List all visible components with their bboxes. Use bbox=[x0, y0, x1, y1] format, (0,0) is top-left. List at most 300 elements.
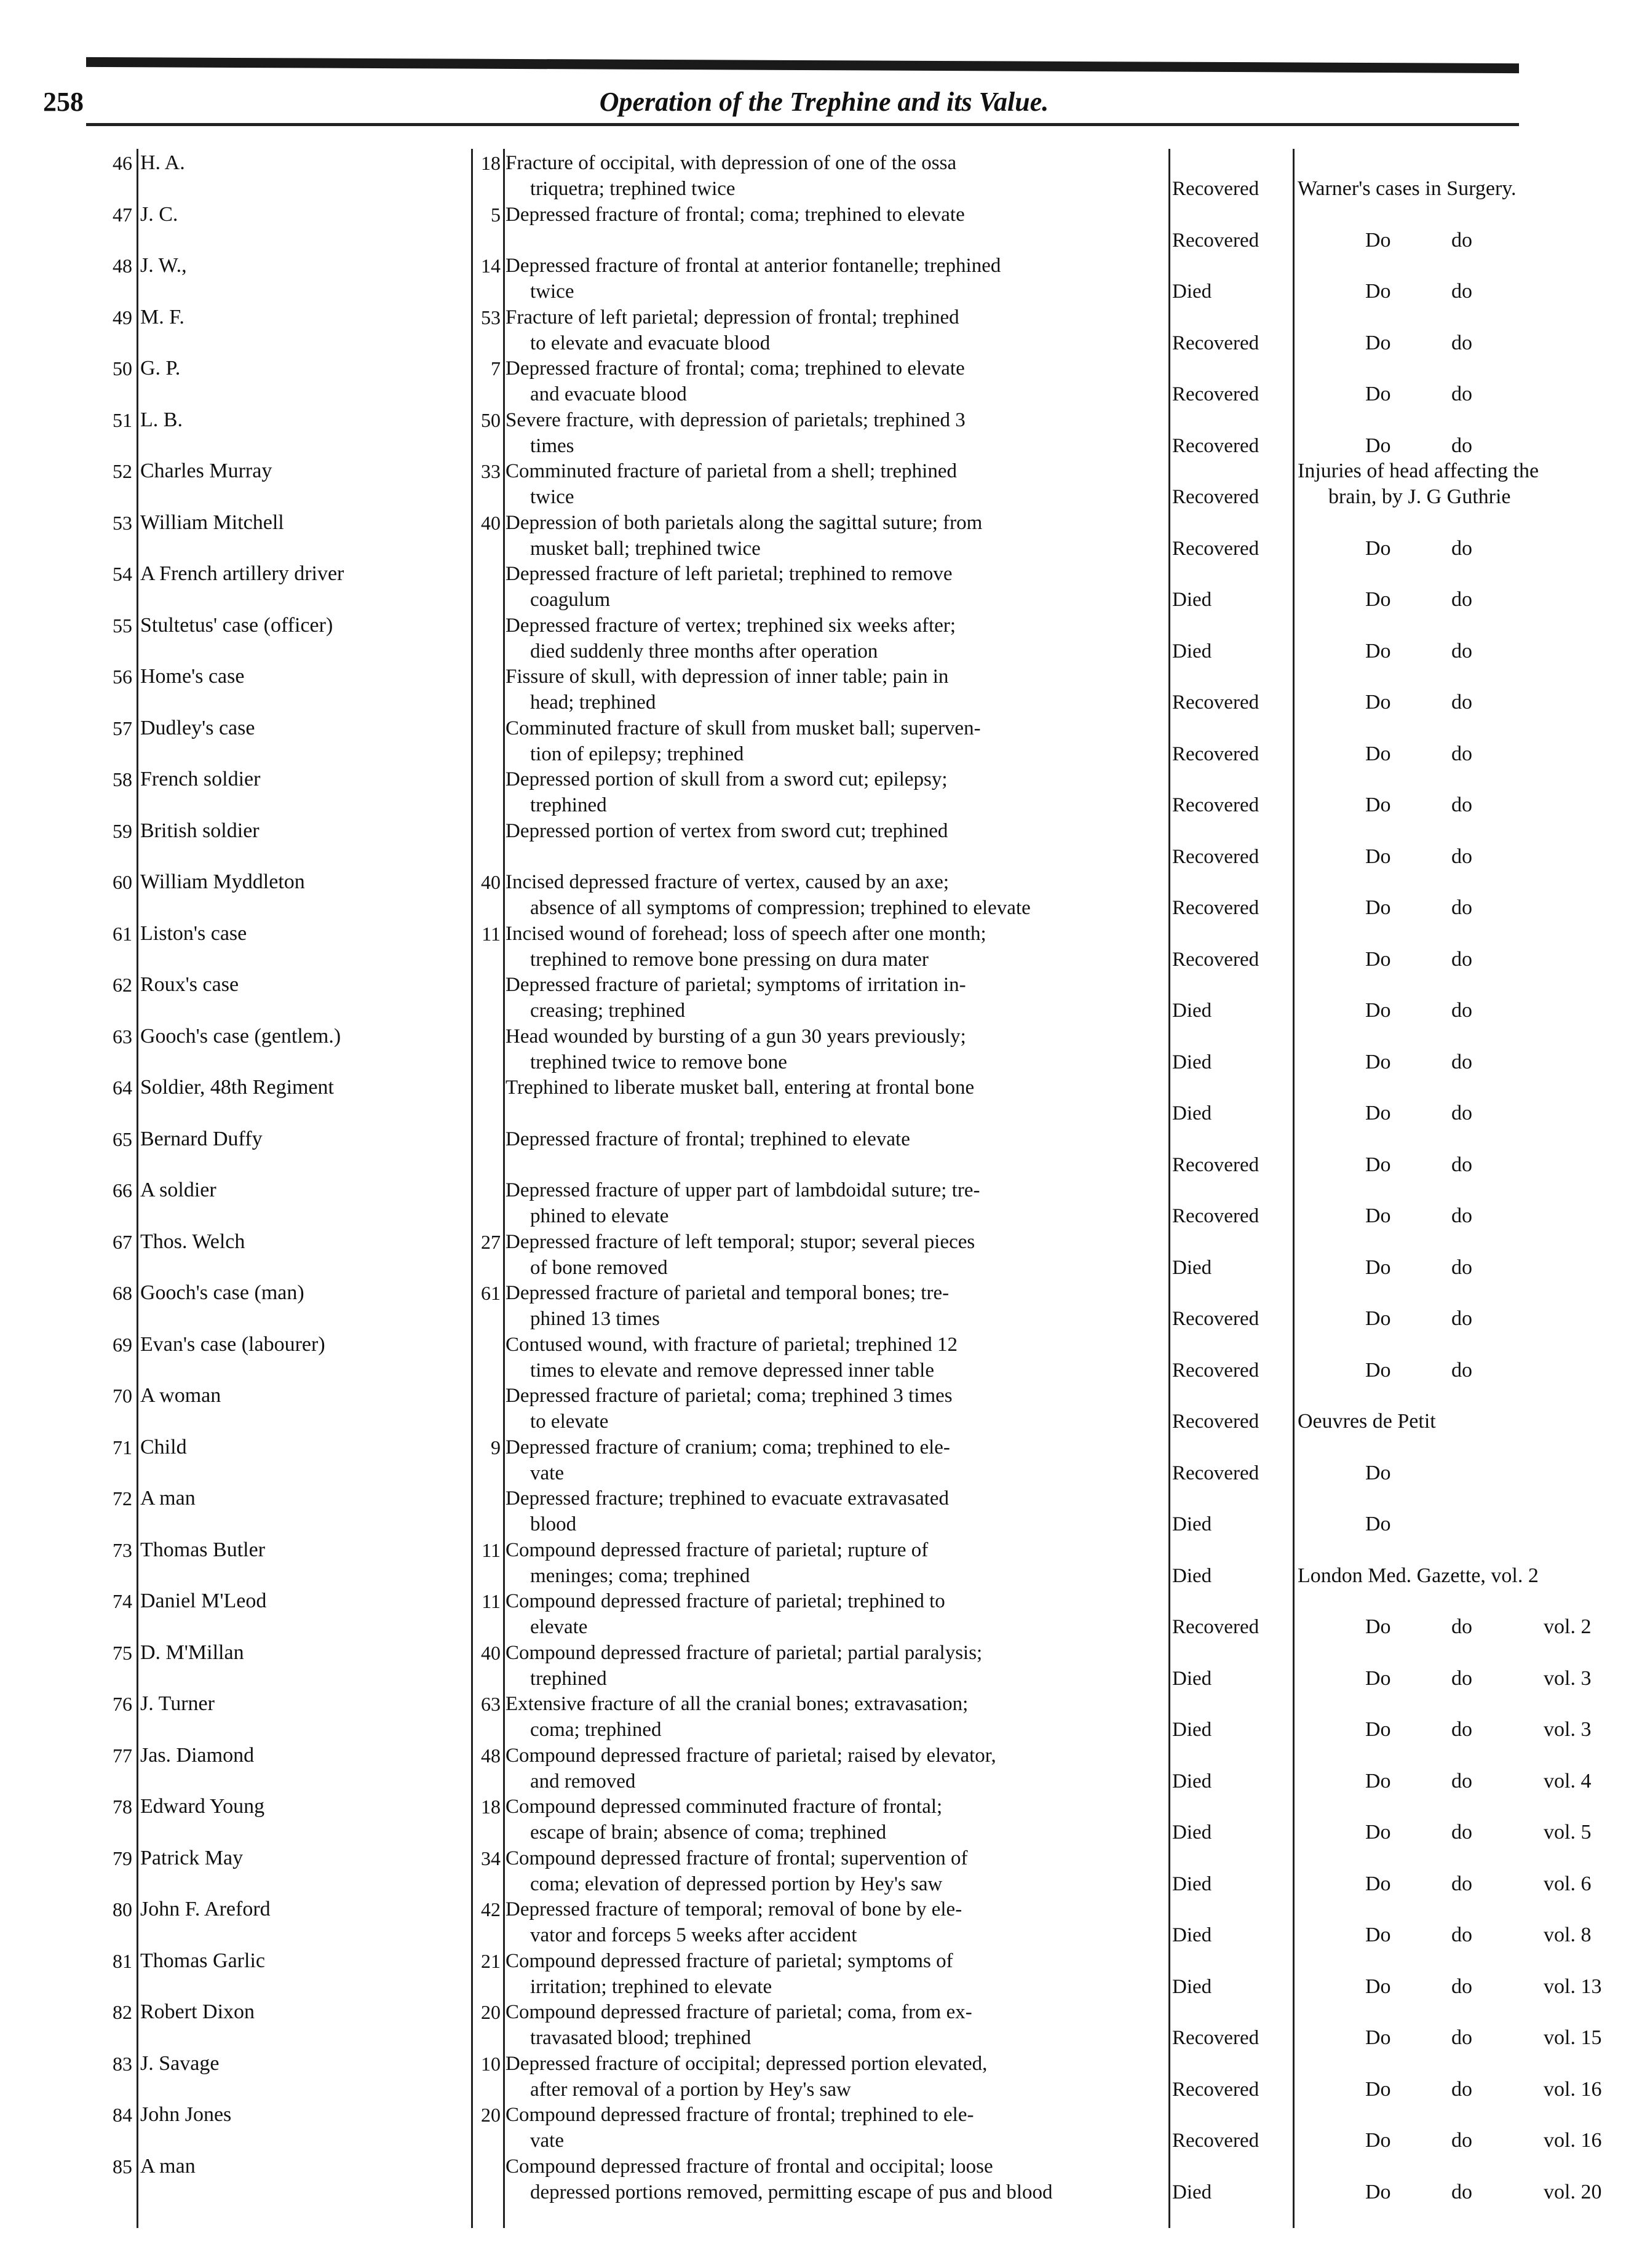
injury-line-1: Compound depressed fracture of frontal; supervention of bbox=[506, 1847, 968, 1869]
source-volume: vol. 3 bbox=[1544, 1718, 1592, 1741]
running-head-title: Operation of the Trephine and its Value. bbox=[599, 87, 1049, 117]
injury-line-1: Fracture of occipital, with depression of one of the ossa bbox=[506, 152, 957, 174]
source-ditto: Do bbox=[1365, 434, 1391, 457]
table-row bbox=[74, 202, 1550, 256]
source-ditto: Do bbox=[1365, 1153, 1391, 1176]
patient-age bbox=[474, 766, 501, 821]
source-ditto-2: do bbox=[1451, 228, 1472, 252]
patient-age: 40 bbox=[481, 1641, 501, 1664]
source-title: Oeuvres de Petit bbox=[1298, 1410, 1436, 1433]
cases-table bbox=[74, 143, 1602, 2234]
injury-line-1: Comminuted fracture of parietal from a shell; trephined bbox=[506, 460, 957, 482]
outcome: Died bbox=[1172, 1821, 1212, 1844]
table-row bbox=[74, 150, 1550, 204]
table-row bbox=[74, 1794, 1592, 1848]
source-ditto: Do bbox=[1365, 742, 1391, 765]
source-volume: vol. 2 bbox=[1544, 1615, 1592, 1638]
source-ditto-2: do bbox=[1451, 1255, 1472, 1279]
injury-line-2: to elevate and evacuate blood bbox=[530, 332, 771, 354]
patient-age bbox=[474, 715, 501, 770]
injury-line-2: to elevate bbox=[530, 1411, 609, 1433]
patient-name: Daniel M'Leod bbox=[140, 1590, 267, 1612]
outcome: Died bbox=[1172, 1872, 1212, 1895]
injury-line-2: times bbox=[530, 434, 574, 457]
source-ditto: Do bbox=[1365, 1050, 1391, 1073]
patient-age: 7 bbox=[491, 357, 501, 380]
source-ditto: Do bbox=[1365, 228, 1391, 252]
patient-name: Dudley's case bbox=[140, 716, 255, 739]
source-ditto: Do bbox=[1365, 896, 1391, 919]
source-ditto-2: do bbox=[1451, 383, 1472, 405]
injury-line-2: times to elevate and remove depressed inner table bbox=[530, 1359, 934, 1382]
case-number: 55 bbox=[113, 614, 132, 637]
injury-line-1: Depressed fracture of frontal at anterior fontanelle; trephined bbox=[506, 255, 1001, 277]
source-title: Warner's cases in Surgery. bbox=[1298, 177, 1517, 200]
source-ditto: Do bbox=[1365, 1872, 1391, 1895]
injury-line-1: Compound depressed fracture of parietal; raised by elevator, bbox=[506, 1744, 996, 1767]
table-row bbox=[74, 1434, 1550, 1489]
case-number: 47 bbox=[113, 203, 132, 226]
injury-description bbox=[506, 561, 1164, 615]
source-ditto: Do bbox=[1365, 1666, 1391, 1690]
case-number: 81 bbox=[113, 1949, 132, 1972]
source-ditto: Do bbox=[1365, 280, 1391, 303]
injury-line-1: Depressed fracture of cranium; coma; trephined to ele- bbox=[506, 1436, 950, 1458]
injury-description bbox=[506, 972, 1164, 1026]
outcome: Recovered bbox=[1172, 948, 1259, 971]
source-ditto: Do bbox=[1365, 1615, 1391, 1638]
patient-name: Thomas Butler bbox=[140, 1538, 266, 1561]
patient-name: A man bbox=[140, 1487, 196, 1510]
outcome: Died bbox=[1172, 1924, 1212, 1946]
source-ditto: Do bbox=[1365, 1821, 1391, 1844]
injury-description bbox=[506, 1691, 1164, 1745]
injury-line-2 bbox=[506, 844, 1164, 870]
table-row bbox=[74, 561, 1550, 615]
patient-name: Stultetus' case (officer) bbox=[140, 613, 333, 637]
injury-line-2: of bone removed bbox=[530, 1256, 668, 1279]
case-number: 78 bbox=[113, 1796, 132, 1818]
patient-age bbox=[474, 2154, 501, 2208]
patient-age: 10 bbox=[481, 2052, 501, 2075]
injury-line-1: Compound depressed fracture of parietal; symptoms of bbox=[506, 1949, 953, 1972]
case-number: 65 bbox=[113, 1128, 132, 1150]
injury-line-2: phined 13 times bbox=[530, 1308, 660, 1330]
case-number: 74 bbox=[113, 1590, 132, 1612]
patient-age bbox=[474, 1177, 501, 1231]
outcome: Died bbox=[1172, 1770, 1212, 1793]
injury-line-1: Depressed fracture of parietal; symptoms of irritation in- bbox=[506, 974, 966, 996]
source-volume: vol. 6 bbox=[1544, 1872, 1592, 1895]
patient-name: John Jones bbox=[140, 2103, 232, 2126]
injury-line-2: and evacuate blood bbox=[530, 383, 687, 405]
source-ditto: Do bbox=[1365, 1924, 1391, 1946]
injury-line-2 bbox=[506, 1152, 1164, 1178]
source-title: London Med. Gazette, vol. 2 bbox=[1298, 1564, 1539, 1587]
source-ditto-2: do bbox=[1451, 434, 1472, 457]
injury-description bbox=[506, 1229, 1164, 1283]
case-number: 82 bbox=[113, 2001, 132, 2023]
table-row bbox=[74, 510, 1550, 564]
injury-description bbox=[506, 1383, 1164, 1437]
table-row bbox=[74, 1383, 1550, 1437]
patient-age: 20 bbox=[481, 2001, 501, 2023]
outcome: Died bbox=[1172, 2181, 1212, 2203]
outcome: Recovered bbox=[1172, 2130, 1259, 2152]
case-number: 73 bbox=[113, 1538, 132, 1561]
source-volume: vol. 15 bbox=[1544, 2026, 1602, 2049]
table-row bbox=[74, 715, 1550, 770]
patient-age bbox=[474, 1075, 501, 1129]
patient-age: 21 bbox=[481, 1949, 501, 1972]
injury-description bbox=[506, 1024, 1164, 1078]
top-rule bbox=[86, 57, 1519, 73]
patient-name: A woman bbox=[140, 1384, 221, 1407]
outcome: Recovered bbox=[1172, 537, 1259, 560]
header-rule bbox=[86, 123, 1519, 126]
case-number: 52 bbox=[113, 460, 132, 482]
case-number: 75 bbox=[113, 1641, 132, 1664]
source-ditto: Do bbox=[1365, 1358, 1391, 1382]
outcome: Recovered bbox=[1172, 2027, 1259, 2049]
injury-line-2 bbox=[506, 228, 1164, 253]
patient-age: 18 bbox=[481, 1796, 501, 1818]
patient-age bbox=[474, 818, 501, 872]
source-title: Injuries of head affecting the bbox=[1298, 460, 1539, 482]
patient-age: 11 bbox=[482, 1590, 501, 1612]
source-ditto-2: do bbox=[1451, 999, 1472, 1022]
case-number: 79 bbox=[113, 1847, 132, 1869]
injury-line-1: Incised depressed fracture of vertex, caused by an axe; bbox=[506, 871, 950, 893]
source-ditto: Do bbox=[1365, 588, 1391, 611]
case-number: 46 bbox=[113, 152, 132, 174]
source-ditto-2: do bbox=[1451, 2026, 1472, 2049]
case-number: 83 bbox=[113, 2052, 132, 2075]
source-ditto-2: do bbox=[1451, 845, 1472, 868]
injury-description bbox=[506, 202, 1164, 256]
injury-line-1: Fracture of left parietal; depression of frontal; trephined bbox=[506, 306, 959, 328]
patient-name: William Mitchell bbox=[140, 511, 284, 534]
patient-age: 11 bbox=[482, 922, 501, 945]
table-row bbox=[74, 664, 1550, 718]
injury-line-1: Depressed portion of vertex from sword cut; trephined bbox=[506, 819, 948, 842]
injury-line-1: Severe fracture, with depression of parietals; trephined 3 bbox=[506, 408, 966, 431]
injury-line-2: vate bbox=[530, 1462, 564, 1484]
table-row bbox=[74, 921, 1550, 975]
injury-description bbox=[506, 304, 1164, 359]
source-ditto-2: do bbox=[1451, 896, 1472, 919]
outcome: Recovered bbox=[1172, 1153, 1259, 1176]
injury-line-2: meninges; coma; trephined bbox=[530, 1564, 750, 1587]
case-number: 67 bbox=[113, 1230, 132, 1253]
injury-description bbox=[506, 150, 1164, 204]
injury-line-2: escape of brain; absence of coma; trephined bbox=[530, 1821, 887, 1844]
injury-line-2: creasing; trephined bbox=[530, 1000, 685, 1022]
table-row bbox=[74, 1126, 1550, 1180]
injury-line-2: trephined bbox=[530, 794, 607, 816]
case-number: 48 bbox=[113, 255, 132, 277]
outcome: Recovered bbox=[1172, 486, 1259, 508]
patient-name: Gooch's case (gentlem.) bbox=[140, 1024, 341, 1048]
injury-line-1: Depressed fracture of vertex; trephined six weeks after; bbox=[506, 614, 956, 637]
case-number: 85 bbox=[113, 2155, 132, 2178]
injury-line-2: elevate bbox=[530, 1616, 588, 1638]
outcome: Died bbox=[1172, 1719, 1212, 1741]
patient-name: French soldier bbox=[140, 768, 261, 790]
injury-line-2: coma; elevation of depressed portion by Hey's saw bbox=[530, 1872, 943, 1895]
source-ditto: Do bbox=[1365, 794, 1391, 816]
source-volume: vol. 20 bbox=[1544, 2180, 1602, 2203]
case-number: 68 bbox=[113, 1282, 132, 1304]
injury-line-2: twice bbox=[530, 281, 574, 303]
outcome: Died bbox=[1172, 1564, 1212, 1587]
injury-description bbox=[506, 1640, 1164, 1694]
patient-name: Charles Murray bbox=[140, 460, 272, 482]
outcome: Recovered bbox=[1172, 229, 1259, 252]
table-row bbox=[74, 869, 1550, 923]
injury-description bbox=[506, 1332, 1164, 1386]
source-ditto-2: do bbox=[1451, 536, 1472, 560]
injury-description bbox=[506, 1486, 1164, 1540]
source-ditto-2: do bbox=[1451, 2129, 1472, 2152]
outcome: Recovered bbox=[1172, 897, 1259, 919]
injury-line-1: Compound depressed fracture of frontal; trephined to ele- bbox=[506, 2104, 974, 2126]
source-ditto: Do bbox=[1365, 2026, 1391, 2049]
injury-line-2: irritation; trephined to elevate bbox=[530, 1975, 772, 1998]
injury-description bbox=[506, 1896, 1164, 1951]
source-ditto-2: do bbox=[1451, 794, 1472, 816]
injury-line-2: triquetra; trephined twice bbox=[530, 178, 736, 200]
outcome: Recovered bbox=[1172, 742, 1259, 765]
outcome: Recovered bbox=[1172, 691, 1259, 714]
source-ditto: Do bbox=[1365, 2129, 1391, 2152]
patient-age: 9 bbox=[491, 1436, 501, 1458]
source-ditto: Do bbox=[1365, 639, 1391, 662]
injury-description bbox=[506, 1743, 1164, 1797]
case-number: 61 bbox=[113, 922, 132, 945]
injury-description bbox=[506, 1845, 1164, 1900]
source-ditto: Do bbox=[1365, 1307, 1391, 1330]
injury-line-1: Depressed fracture of upper part of lambdoidal suture; tre- bbox=[506, 1179, 980, 1201]
patient-age: 5 bbox=[491, 203, 501, 226]
injury-line-2: and removed bbox=[530, 1770, 636, 1793]
case-number: 58 bbox=[113, 768, 132, 790]
source-ditto-2: do bbox=[1451, 1769, 1472, 1793]
patient-age: 14 bbox=[481, 255, 501, 277]
table-row bbox=[74, 818, 1550, 872]
outcome: Died bbox=[1172, 1975, 1212, 1998]
injury-line-1: Depressed fracture of frontal; coma; trephined to elevate bbox=[506, 357, 965, 380]
table-row bbox=[74, 1332, 1550, 1386]
injury-description bbox=[506, 1537, 1164, 1591]
patient-name: Roux's case bbox=[140, 973, 239, 996]
source-ditto-2: do bbox=[1451, 2077, 1472, 2101]
table-row bbox=[74, 1691, 1592, 1745]
source-ditto: Do bbox=[1365, 2077, 1391, 2101]
source-ditto: Do bbox=[1365, 383, 1391, 405]
injury-line-1: Depression of both parietals along the sagittal suture; from bbox=[506, 511, 983, 534]
case-number: 70 bbox=[113, 1385, 132, 1407]
case-number: 84 bbox=[113, 2104, 132, 2126]
source-ditto-2: do bbox=[1451, 2180, 1472, 2203]
injury-description bbox=[506, 869, 1164, 923]
injury-line-1: Trephined to liberate musket ball, entering at frontal bone bbox=[506, 1076, 975, 1099]
injury-description bbox=[506, 921, 1164, 975]
source-volume: vol. 16 bbox=[1544, 2129, 1602, 2152]
outcome: Died bbox=[1172, 1000, 1212, 1022]
injury-line-1: Depressed fracture of parietal; coma; trephined 3 times bbox=[506, 1385, 953, 1407]
case-number: 62 bbox=[113, 974, 132, 996]
source-ditto-2: do bbox=[1451, 691, 1472, 714]
outcome: Recovered bbox=[1172, 178, 1259, 200]
case-number: 71 bbox=[113, 1436, 132, 1458]
source-ditto: Do bbox=[1365, 1718, 1391, 1741]
patient-age: 33 bbox=[481, 460, 501, 482]
patient-age: 40 bbox=[481, 511, 501, 534]
patient-age bbox=[474, 1024, 501, 1078]
patient-age: 53 bbox=[481, 306, 501, 328]
patient-age: 11 bbox=[482, 1538, 501, 1561]
outcome: Recovered bbox=[1172, 1462, 1259, 1484]
source-ditto-2: do bbox=[1451, 1821, 1472, 1844]
table-row bbox=[74, 2154, 1602, 2208]
injury-description bbox=[506, 356, 1164, 410]
injury-line-1: Compound depressed fracture of frontal and occipital; loose bbox=[506, 2155, 993, 2178]
table-row bbox=[74, 2051, 1602, 2105]
patient-name: William Myddleton bbox=[140, 870, 305, 893]
case-number: 66 bbox=[113, 1179, 132, 1201]
patient-name: L. B. bbox=[140, 408, 183, 431]
injury-line-1: Compound depressed fracture of parietal; trephined to bbox=[506, 1590, 945, 1612]
source-volume: vol. 8 bbox=[1544, 1924, 1592, 1946]
patient-age: 27 bbox=[481, 1230, 501, 1253]
source-ditto-2: do bbox=[1451, 1975, 1472, 1998]
patient-name: Gooch's case (man) bbox=[140, 1281, 304, 1304]
source-ditto-2: do bbox=[1451, 1666, 1472, 1690]
outcome: Died bbox=[1172, 1102, 1212, 1124]
patient-name: D. M'Millan bbox=[140, 1641, 244, 1664]
source-ditto-2: do bbox=[1451, 639, 1472, 662]
injury-description bbox=[506, 1126, 1164, 1180]
table-row bbox=[74, 766, 1550, 821]
injury-description bbox=[506, 1794, 1164, 1848]
patient-name: A French artillery driver bbox=[140, 562, 344, 585]
patient-name: Bernard Duffy bbox=[140, 1127, 263, 1150]
injury-line-2: phined to elevate bbox=[530, 1205, 669, 1227]
injury-description bbox=[506, 1588, 1164, 1642]
source-ditto-2: do bbox=[1451, 1050, 1472, 1073]
source-ditto: Do bbox=[1365, 845, 1391, 868]
patient-name: J. W., bbox=[140, 254, 187, 277]
source-ditto-2: do bbox=[1451, 588, 1472, 611]
table-row bbox=[74, 1845, 1592, 1900]
injury-line-2: after removal of a portion by Hey's saw bbox=[530, 2078, 851, 2101]
case-number: 76 bbox=[113, 1693, 132, 1715]
injury-description bbox=[506, 715, 1164, 770]
source-ditto: Do bbox=[1365, 1204, 1391, 1227]
table-row bbox=[74, 1075, 1550, 1129]
patient-name: J. Turner bbox=[140, 1692, 215, 1715]
outcome: Died bbox=[1172, 1513, 1212, 1535]
patient-name: A soldier bbox=[140, 1179, 216, 1201]
injury-line-1: Depressed fracture of left temporal; stupor; several pieces bbox=[506, 1230, 975, 1253]
injury-description bbox=[506, 510, 1164, 564]
injury-line-1: Depressed fracture of frontal; trephined to elevate bbox=[506, 1128, 910, 1150]
outcome: Died bbox=[1172, 640, 1212, 662]
patient-age bbox=[474, 972, 501, 1026]
source-ditto-2: do bbox=[1451, 1872, 1472, 1895]
source-volume: vol. 16 bbox=[1544, 2077, 1602, 2101]
case-number: 56 bbox=[113, 666, 132, 688]
patient-age bbox=[474, 613, 501, 667]
injury-description bbox=[506, 1177, 1164, 1231]
injury-description bbox=[506, 458, 1164, 512]
table-row bbox=[74, 1177, 1550, 1231]
injury-line-1: Compound depressed fracture of parietal; coma, from ex- bbox=[506, 2001, 972, 2023]
injury-description bbox=[506, 1434, 1164, 1489]
patient-age: 50 bbox=[481, 408, 501, 431]
injury-line-1: Compound depressed fracture of parietal; partial paralysis; bbox=[506, 1641, 983, 1664]
patient-age bbox=[474, 1126, 501, 1180]
injury-line-2: travasated blood; trephined bbox=[530, 2027, 752, 2049]
source-ditto: Do bbox=[1365, 2180, 1391, 2203]
injury-line-2: trephined bbox=[530, 1667, 607, 1690]
table-row bbox=[74, 1588, 1592, 1642]
case-number: 80 bbox=[113, 1898, 132, 1920]
patient-age: 20 bbox=[481, 2104, 501, 2126]
injury-line-2: blood bbox=[530, 1513, 577, 1535]
case-number: 53 bbox=[113, 511, 132, 534]
outcome: Died bbox=[1172, 1256, 1212, 1279]
source-volume: vol. 5 bbox=[1544, 1821, 1592, 1844]
patient-age: 42 bbox=[481, 1898, 501, 1920]
injury-line-1: Depressed fracture of left parietal; trephined to remove bbox=[506, 563, 953, 585]
patient-name: Jas. Diamond bbox=[140, 1743, 255, 1767]
outcome: Recovered bbox=[1172, 1359, 1259, 1382]
case-number: 77 bbox=[113, 1744, 132, 1767]
source-ditto: Do bbox=[1365, 1102, 1391, 1124]
injury-line-2: depressed portions removed, permitting escape of pus and blood bbox=[530, 2181, 1053, 2203]
injury-description bbox=[506, 2102, 1164, 2156]
source-ditto: Do bbox=[1365, 947, 1391, 971]
source-ditto: Do bbox=[1365, 1461, 1391, 1484]
injury-line-2: coma; trephined bbox=[530, 1719, 662, 1741]
patient-name: John F. Areford bbox=[140, 1898, 271, 1920]
outcome: Recovered bbox=[1172, 1411, 1259, 1433]
injury-line-1: Depressed fracture of temporal; removal of bone by ele- bbox=[506, 1898, 962, 1920]
table-row bbox=[74, 1999, 1602, 2053]
patient-age bbox=[474, 1383, 501, 1437]
injury-line-1: Compound depressed fracture of parietal; rupture of bbox=[506, 1538, 929, 1561]
injury-description bbox=[506, 766, 1164, 821]
injury-description bbox=[506, 1075, 1164, 1129]
injury-line-1: Incised wound of forehead; loss of speech after one month; bbox=[506, 922, 986, 945]
injury-line-2: trephined to remove bone pressing on dura mater bbox=[530, 948, 929, 971]
source-title-cont: brain, by J. G Guthrie bbox=[1328, 485, 1511, 508]
source-ditto: Do bbox=[1365, 1255, 1391, 1279]
outcome: Recovered bbox=[1172, 2078, 1259, 2101]
outcome: Recovered bbox=[1172, 794, 1259, 816]
injury-line-2: died suddenly three months after operation bbox=[530, 640, 878, 662]
table-row bbox=[74, 1024, 1550, 1078]
source-ditto: Do bbox=[1365, 1513, 1391, 1535]
patient-age bbox=[474, 561, 501, 615]
source-ditto-2: do bbox=[1451, 1204, 1472, 1227]
patient-name: Thomas Garlic bbox=[140, 1949, 265, 1972]
injury-description bbox=[506, 664, 1164, 718]
table-row bbox=[74, 1948, 1602, 2002]
table-row bbox=[74, 1486, 1550, 1540]
